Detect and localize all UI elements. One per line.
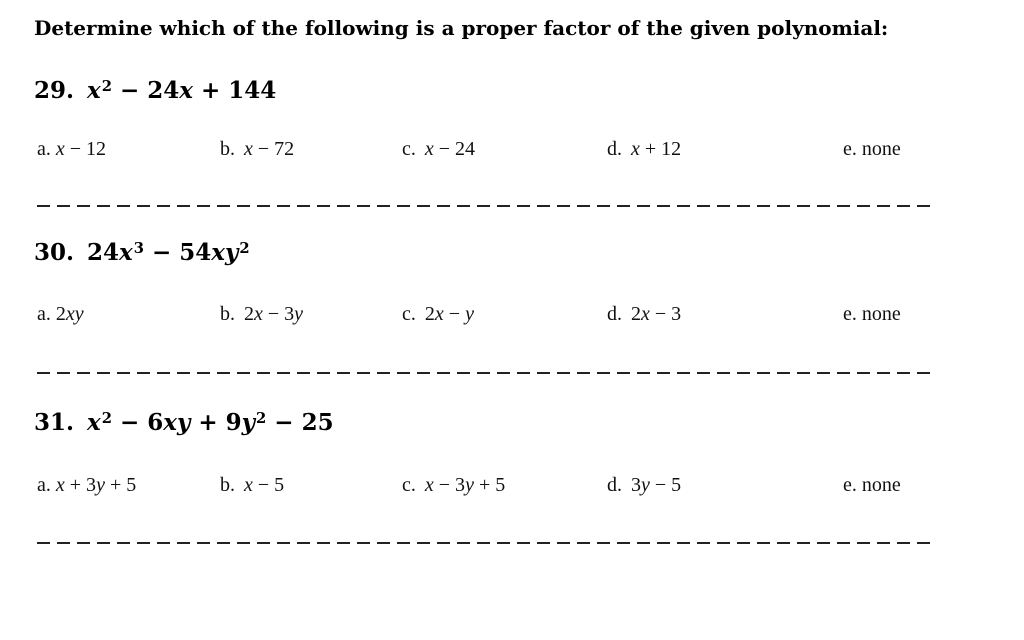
option-29c <box>402 137 475 161</box>
option-30e <box>843 302 901 326</box>
option-value: 2x − 3y <box>244 303 304 325</box>
problem-29-options-row <box>0 137 1024 165</box>
option-letter: b. <box>220 303 235 325</box>
option-letter: d. <box>607 138 622 160</box>
option-value: none <box>861 138 901 160</box>
problem-number: 29. <box>34 77 75 104</box>
option-letter: c. <box>402 138 416 160</box>
option-value: x − 12 <box>55 138 107 160</box>
option-31c <box>402 473 505 497</box>
option-value: x − 5 <box>244 474 285 496</box>
option-value: x + 12 <box>631 138 682 160</box>
problem-expression: $x^2 - 24x + 144$ <box>87 77 277 104</box>
option-letter: c. <box>402 474 416 496</box>
problem-31-options-row <box>0 473 1024 501</box>
option-31a <box>37 473 136 497</box>
problem-number: 31. <box>34 409 75 436</box>
option-value: 2xy <box>55 303 84 325</box>
problem-29-heading <box>34 79 276 102</box>
option-31d <box>607 473 681 497</box>
option-value: 2x − y <box>424 303 474 325</box>
option-letter: e. <box>843 138 857 160</box>
option-letter: d. <box>607 474 622 496</box>
option-letter: b. <box>220 138 235 160</box>
option-letter: e. <box>843 303 857 325</box>
option-value: 3y − 5 <box>631 474 682 496</box>
problem-expression: $24x^3 - 54xy^2$ <box>87 239 250 266</box>
option-value: x + 3y + 5 <box>55 474 137 496</box>
dashed-divider-2 <box>37 372 930 374</box>
option-letter: a. <box>37 138 51 160</box>
option-value: x − 3y + 5 <box>424 474 506 496</box>
option-letter: a. <box>37 303 51 325</box>
problem-expression: $x^2 - 6xy + 9y^2 - 25$ <box>87 409 334 436</box>
option-30d <box>607 302 681 326</box>
option-30b <box>220 302 303 326</box>
dashed-divider-3 <box>37 542 930 544</box>
option-letter: d. <box>607 303 622 325</box>
dashed-divider-1 <box>37 205 930 207</box>
problem-30-heading <box>34 241 250 264</box>
problem-30-options-row <box>0 302 1024 330</box>
option-29e <box>843 137 901 161</box>
option-value: none <box>861 303 901 325</box>
option-value: x − 72 <box>244 138 295 160</box>
option-letter: c. <box>402 303 416 325</box>
option-letter: a. <box>37 474 51 496</box>
problem-31-heading <box>34 411 334 434</box>
instructions-text: Determine which of the following is a proper factor of the given polynomial: <box>34 16 889 40</box>
option-31e <box>843 473 901 497</box>
option-letter: b. <box>220 474 235 496</box>
option-value: x − 24 <box>424 138 476 160</box>
option-29a <box>37 137 106 161</box>
option-30a <box>37 302 84 326</box>
option-value: 2x − 3 <box>631 303 682 325</box>
option-31b <box>220 473 284 497</box>
option-29d <box>607 137 681 161</box>
problem-number: 30. <box>34 239 75 266</box>
option-value: none <box>861 474 901 496</box>
option-letter: e. <box>843 474 857 496</box>
option-30c <box>402 302 474 326</box>
option-29b <box>220 137 294 161</box>
